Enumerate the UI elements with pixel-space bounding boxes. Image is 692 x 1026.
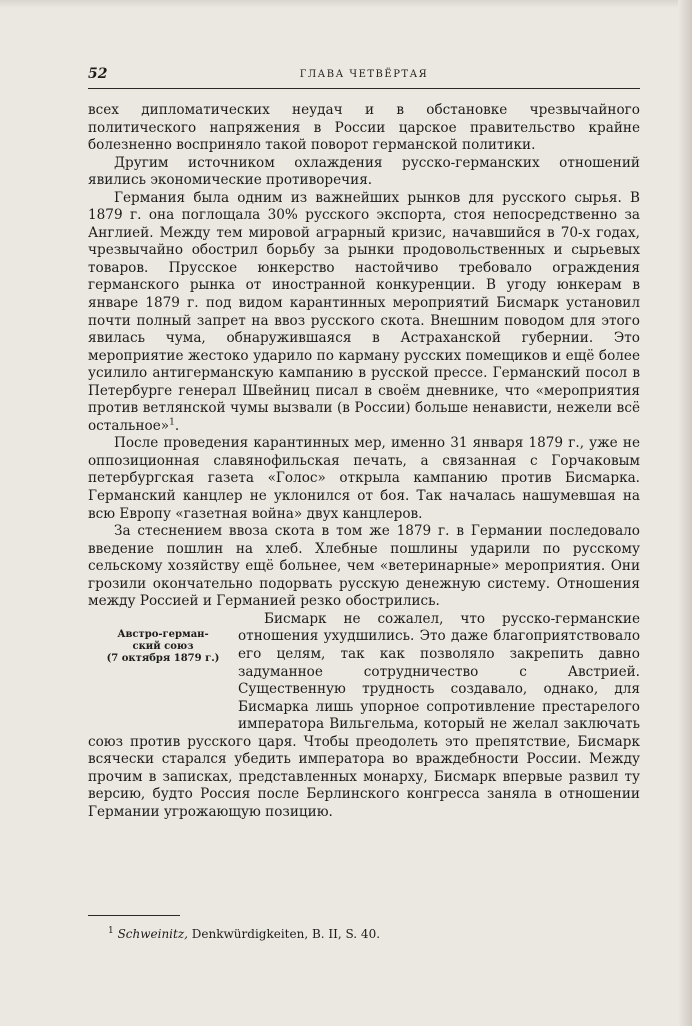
running-title: ГЛАВА ЧЕТВЁРТАЯ (299, 69, 429, 80)
paragraph-4: После проведения карантинных мер, именно 31 января 1879 г., уже не оппозиционная славянофильская печать, а связанная с Горчаковым петербургская газета «Голос» открыла кампанию против Бисмарка. Германский канцлер не уклонился от боя. Так началась нашумевшая на всю Европу «газетная война» двух канцлеров. (88, 435, 640, 522)
page-header (88, 66, 640, 89)
sidenote-section (88, 611, 640, 822)
footnote-reference: Denkwürdigkeiten, B. II, S. 40. (191, 927, 381, 941)
page-shadow-right (678, 0, 692, 1026)
body-text (88, 102, 640, 821)
paragraph-3 (88, 190, 640, 436)
margin-note-line-2: ский союз (132, 640, 194, 652)
paragraph-6: Бисмарк не сожалел, что русско-германские отношения ухудшились. Это даже благоприятствовало его целям, так как позволяло закрепить давно задуманное сотрудничество с Австрией. Существенную трудность создавало, однако, для Бисмарка лишь упорное сопротивление престарелого императора Вильгельма, который не желал заключать союз против русского царя. Чтобы преодолеть это препятствие, Бисмарк всячески старался убедить императора во враждебности России. Между прочим в записках, представленных монарху, Бисмарк впервые развил ту версию, будто Россия после Берлинского конгресса заняла в отношении Германии угрожающую позицию. (88, 610, 640, 820)
paragraph-3-end: . (174, 417, 180, 434)
margin-note (88, 611, 238, 731)
margin-note-line-3: (7 октября 1879 г.) (106, 652, 220, 664)
footnote-author: Schweinitz, (117, 927, 188, 941)
page-number: 52 (88, 66, 108, 82)
paragraph-5: За стеснением ввоза скота в том же 1879 г. в Германии последовало введение пошлин на хлеб. Хлебные пошлины ударили по русскому сельскому хозяйству ещё больнее, чем «ветеринарные» мероприятия. Они грозили окончательно подорвать русскую денежную систему. Отношения между Россией и Германией резко обострились. (88, 523, 640, 610)
footnote (108, 927, 628, 942)
paragraph-1: всех дипломатических неудач и в обстановке чрезвычайного политического напряжения в России царское правительство крайне болезненно восприняло такой поворот германской политики. (88, 102, 640, 154)
footnote-mark: 1 (169, 417, 175, 428)
page-shadow-top (0, 0, 692, 8)
footnote-rule (88, 915, 180, 916)
paragraph-2: Другим источником охлаждения русско-германских отношений явились экономические противоречия. (88, 154, 640, 189)
margin-note-line-1: Австро-герман- (117, 628, 209, 640)
paragraph-3-text: Германия была одним из важнейших рынков для русского сырья. В 1879 г. она поглощала 30% русского экспорта, стоя непосредственно за Англией. Между тем мировой аграрный кризис, начавшийся в 70-х годах, чрезвычайно обострил борьбу за рынки продовольственных и сырьевых товаров. Прусское юнкерство настойчиво требовало ограждения германского рынка от иностранной конкуренции. В угоду юнкерам в январе 1879 г. под видом карантинных мероприятий Бисмарк установил почти полный запрет на ввоз русского скота. Внешним поводом для этого явилась чума, обнаружившаяся в Астраханской губернии. Это мероприятие жестоко ударило по карману русских помещиков и ещё более усилило антигерманскую кампанию в русской прессе. Германский посол в Петербурге генерал Швейниц писал в своём дневнике, что «мероприятия против ветлянской чумы вызвали (в России) больше ненависти, нежели всё остальное» (88, 189, 640, 434)
footnote-number: 1 (108, 926, 114, 936)
